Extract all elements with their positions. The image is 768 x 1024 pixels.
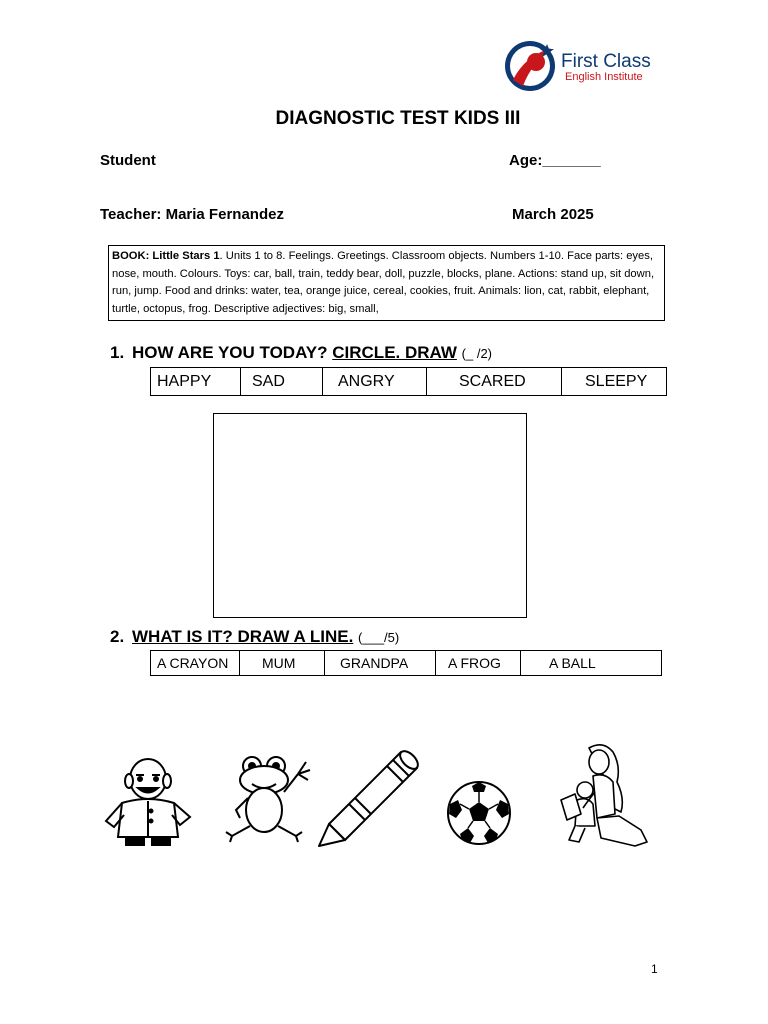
logo-subname: English Institute [565,71,643,83]
option-grandpa[interactable]: GRANDPA [325,651,436,676]
page-title: DIAGNOSTIC TEST KIDS III [275,108,521,129]
question-1 [110,343,492,363]
test-date: March 2025 [512,206,594,223]
question-1-text: HOW ARE YOU TODAY? [132,343,333,362]
logo-name: First Class [561,51,651,72]
book-content-box [108,245,665,321]
option-frog[interactable]: A FROG [436,651,521,676]
crayon-picture[interactable] [315,750,419,848]
book-label: BOOK: Little Stars 1 [112,250,220,262]
age-label: Age:_______ [509,152,601,169]
question-1-score: (_ /2) [461,346,492,361]
question-2-score: (___/5) [358,630,400,645]
mum-picture[interactable] [557,742,653,850]
logo-emblem-icon [503,40,559,92]
option-ball[interactable]: A BALL [521,651,662,676]
page-number: 1 [651,962,658,976]
option-crayon[interactable]: A CRAYON [151,651,240,676]
option-scared[interactable]: SCARED [427,368,562,396]
student-label: Student [100,152,156,169]
question-2-number: 2. [110,627,125,646]
question-1-instruction: CIRCLE. DRAW [332,343,457,362]
option-angry[interactable]: ANGRY [323,368,427,396]
teacher-label: Teacher: Maria Fernandez [100,206,284,223]
frog-picture[interactable] [222,752,314,844]
option-sad[interactable]: SAD [241,368,323,396]
option-mum[interactable]: MUM [240,651,325,676]
feelings-options-table [150,367,667,396]
drawing-area[interactable] [213,413,527,618]
book-syllabus-text: . Units 1 to 8. Feelings. Greetings. Classroom objects. Numbers 1-10. Face parts: eyes, nose, mouth. Colours. Toys: car, ball, train, teddy bear, doll, puzzle, blocks, plane. Actions: stand up, sit down, run, jump. Food and drinks: water, tea, orange juice, cereal, cookies, fruit. Animals: lion, cat, rabbit, elephant, turtle, octopus, frog. Descriptive adjectives: big, small, [112,250,655,315]
question-2-instruction: WHAT IS IT? DRAW A LINE. [132,627,354,646]
question-2 [110,627,399,647]
option-sleepy[interactable]: SLEEPY [562,368,667,396]
objects-options-table [150,650,662,676]
institute-logo [503,40,663,92]
question-1-number: 1. [110,343,125,362]
ball-picture[interactable] [446,780,512,846]
grandpa-picture[interactable] [98,755,198,847]
option-happy[interactable]: HAPPY [151,368,241,396]
